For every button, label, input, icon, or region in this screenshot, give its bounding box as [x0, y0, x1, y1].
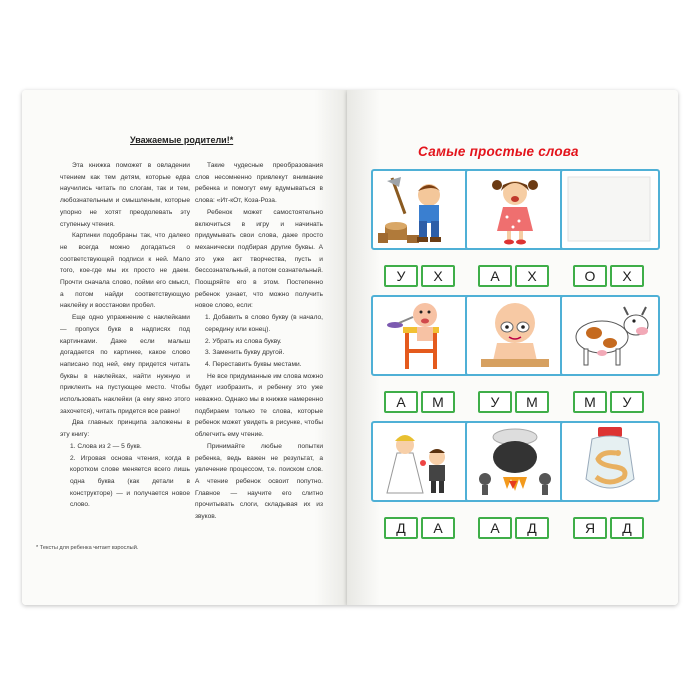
- cow-icon: [562, 297, 658, 374]
- picture-card-hell: [465, 421, 565, 502]
- picture-card-empty: [560, 169, 660, 250]
- letter-tile: Х: [421, 265, 455, 287]
- paragraph: Эта книжка поможет в овладении чтением как тем детям, которые едва научились читать по слогам, так и тем, любознательным и смышленым, которые упорно не хотят преодолевать эту ступеньку чтения.: [60, 162, 190, 228]
- paragraph: Не все придуманные им слова можно будет изобразить, и ребенку это уже неважно. Однако мы в книжке намеренно подбираем только те слова, которые ребенок может увидеть в рисунке, чтобы облегчить ему чтение.: [195, 372, 323, 439]
- letter-tile: М: [573, 391, 607, 413]
- snake-in-jar-icon: [562, 423, 658, 500]
- letter-tile: Я: [573, 517, 607, 539]
- picture-card-boy-chopping: [371, 169, 471, 250]
- picture-card-snake: [560, 421, 660, 502]
- bald-thinker-icon: [467, 297, 563, 374]
- text-column-2: [195, 160, 323, 523]
- paragraph: Еще одно упражнение с наклейками — пропуск букв в надписях под картинками. Даже если малыш догадается по картинке, какое слово написано под ней, ему придется читать буквы в наклейках, найти нужную и приклеить на пустующее место. Чтобы использовать наклейки (а ему явно этого захочется), читать придется все равно!: [60, 314, 190, 415]
- picture-card-baby: [371, 295, 471, 376]
- letter-tile: А: [478, 517, 512, 539]
- footnote: * Тексты для ребенка читает взрослый.: [36, 545, 139, 551]
- paragraph: Картинки подобраны так, что далеко не всегда можно догадаться о соответствующей подписи к ней. Мало того, кое-где мы их просто не даем. Прочти сначала слово, пойми его смысл, а потом найди соответствующую наклейку и восстанови пробел.: [60, 232, 190, 310]
- paragraph: Ребенок может самостоятельно включиться в игру и начинать придумывать свои слова, даже просто механически подбирая другие буквы. А это уже акт творчества, пусть и бессознательный, а потом сознательный. Поощряйте его в этом. Постепенно ребенок узнает, что можно получить новое слово, если:: [195, 208, 323, 310]
- list-item: 4. Переставить буквы местами.: [205, 360, 302, 368]
- text-column-1: [60, 160, 190, 511]
- left-page-title: Уважаемые родители!*: [130, 135, 234, 145]
- letter-tile: Х: [515, 265, 549, 287]
- picture-card-thinker: [465, 295, 565, 376]
- list-item: 2. Убрать из слова букву.: [205, 337, 282, 345]
- letter-tile: Х: [610, 265, 644, 287]
- letter-tile: Д: [610, 517, 644, 539]
- letter-tile: Д: [384, 517, 418, 539]
- picture-card-cow: [560, 295, 660, 376]
- list-item: 1. Добавить в слово букву (в начало, середину или конец).: [205, 314, 323, 333]
- paragraph: Принимайте любые попытки ребенка, ведь важен не результат, а увлечение процессом, т.е. поиском слов. А чтение ребенок освоит попутно. Главное — научите его слитно прочитывать слоги, складывая их из звуков.: [195, 442, 323, 521]
- letter-tile: М: [421, 391, 455, 413]
- boy-chopping-wood-icon: [373, 171, 469, 248]
- letter-tile: У: [384, 265, 418, 287]
- list-item: 2. Игровая основа чтения, когда в коротком слове меняется всего лишь одна буква (как детали в конструкторе) — и получается новое слово.: [70, 454, 190, 509]
- letter-tile: Д: [515, 517, 549, 539]
- letter-tile: А: [421, 517, 455, 539]
- list-item: 3. Заменить букву другой.: [205, 349, 285, 357]
- girl-exclaiming-icon: [467, 171, 563, 248]
- letter-tile: М: [515, 391, 549, 413]
- hell-cauldron-icon: [467, 423, 563, 500]
- letter-tile: У: [478, 391, 512, 413]
- paragraph: Такие чудесные преобразования слов несомненно привлекут внимание ребенка и помогут ему вдумываться в слова: «Ит-кОт, Коза-Роза.: [195, 162, 323, 205]
- letter-tile: У: [610, 391, 644, 413]
- empty-sticker-slot-icon: [562, 171, 658, 248]
- letter-tile: А: [478, 265, 512, 287]
- right-page-title: Самые простые слова: [418, 144, 579, 159]
- picture-card-wedding: [371, 421, 471, 502]
- baby-eating-icon: [373, 297, 469, 374]
- paragraph: Два главных принципа заложены в эту книгу:: [60, 419, 190, 439]
- picture-card-girl: [465, 169, 565, 250]
- wedding-couple-icon: [373, 423, 469, 500]
- letter-tile: О: [573, 265, 607, 287]
- letter-tile: А: [384, 391, 418, 413]
- list-item: 1. Слова из 2 — 5 букв.: [70, 442, 142, 450]
